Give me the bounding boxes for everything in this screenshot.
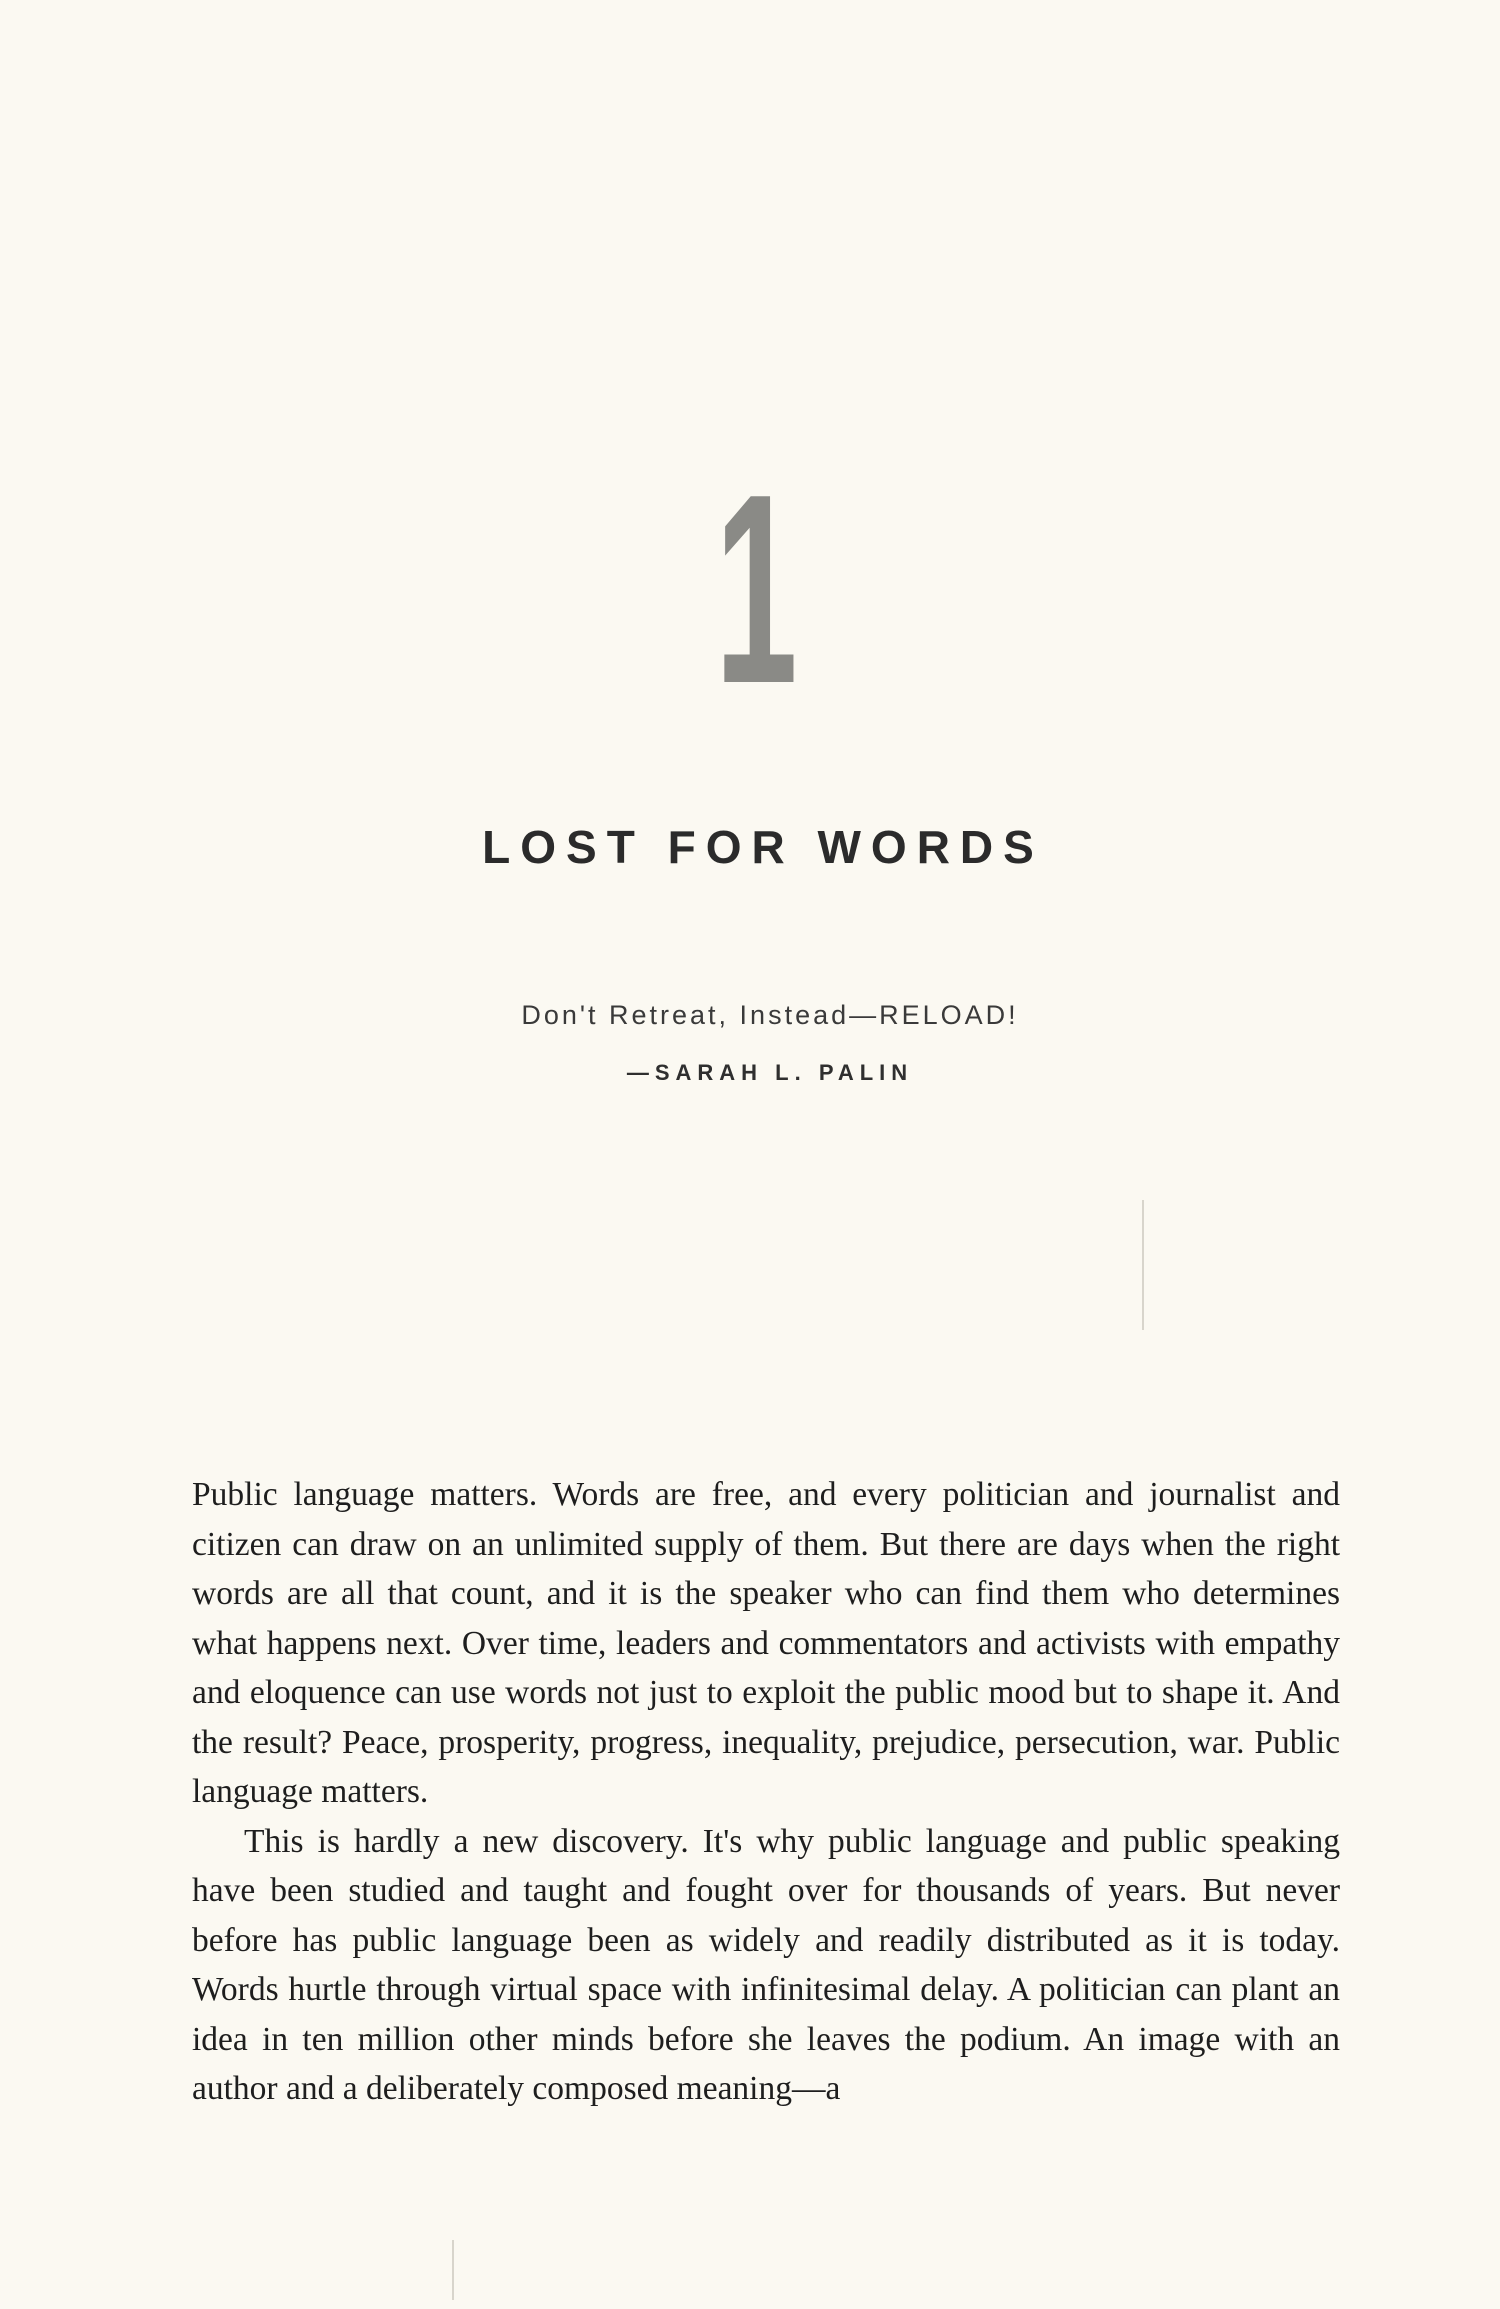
- scan-artifact-line: [452, 2240, 454, 2300]
- chapter-title: LOST FOR WORDS: [482, 821, 1044, 873]
- body-paragraph: Public language matters. Words are free, and every politician and journalist and citizen can draw on an unlimited supply of them. But there are days when the right words are all that count, and it is the speaker who can find them who determines what happens next. Over time, leaders and commentators and activists with empathy and eloquence can use words not just to exploit the public mood but to shape it. And the result? Peace, prosperity, progress, inequality, prejudice, persecution, war. Public language matters.: [192, 1476, 1340, 1810]
- epigraph-quote: Don't Retreat, Instead—RELOAD!: [521, 1000, 1019, 1030]
- chapter-body: [192, 1470, 1340, 2114]
- chapter-number: 1: [714, 439, 798, 740]
- body-paragraph: This is hardly a new discovery. It's why public language and public speaking have been studied and taught and fought over for thousands of years. But never before has public language been as widely and readily distributed as it is today. Words hurtle through virtual space with infinitesimal delay. A politician can plant an idea in ten million other minds before she leaves the podium. An image with an author and a deliberately composed meaning—a: [192, 1822, 1340, 2107]
- scan-artifact-line: [1142, 1200, 1144, 1330]
- epigraph-attribution: —SARAH L. PALIN: [626, 1060, 914, 1085]
